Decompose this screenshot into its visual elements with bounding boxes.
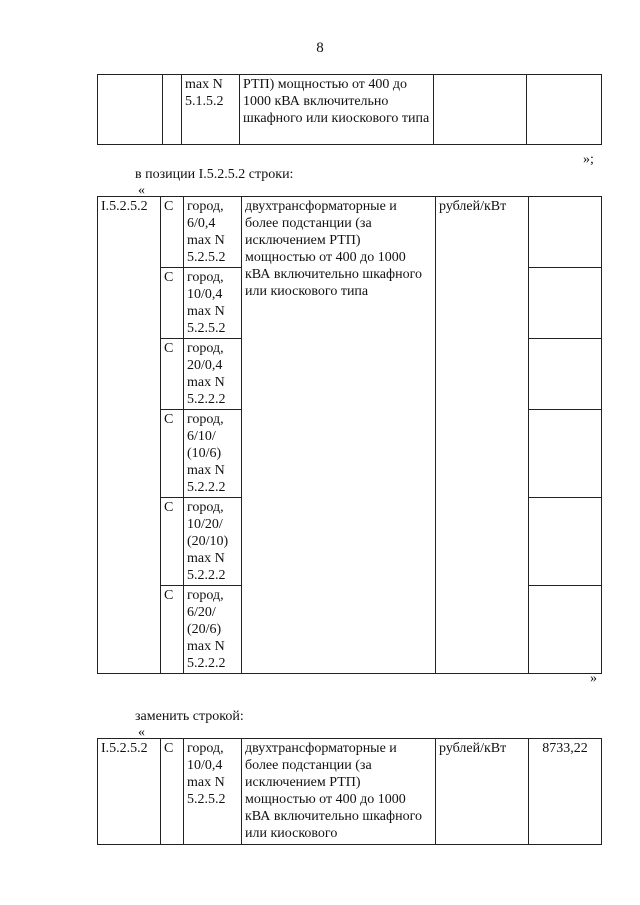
category-cell: С [161, 410, 184, 498]
value-cell [527, 75, 602, 145]
value-cell [529, 339, 602, 410]
closing-quote: » [590, 671, 597, 686]
category-cell: С [161, 586, 184, 674]
description-cell: РТП) мощностью от 400 до 1000 кВА включительно шкафного или киоскового типа [240, 75, 434, 145]
unit-cell: рублей/кВт [436, 739, 529, 845]
description-cell: двухтрансформаторные и более подстанции (за исключением РТП) мощностью от 400 до 1000 кВА включительно шкафного или киоскового [242, 739, 436, 845]
instruction-replace: заменить строкой: [135, 709, 244, 724]
table-top [97, 74, 602, 145]
type-cell: город, 10/20/ (20/10) max N 5.2.2.2 [184, 498, 242, 586]
value-cell [529, 268, 602, 339]
opening-quote: « [138, 725, 145, 740]
type-cell: город, 10/0,4 max N 5.2.5.2 [184, 739, 242, 845]
unit-cell [434, 75, 527, 145]
category-cell: С [161, 339, 184, 410]
category-cell: С [161, 739, 184, 845]
type-cell: город, 6/20/ (20/6) max N 5.2.2.2 [184, 586, 242, 674]
value-cell [529, 197, 602, 268]
value-cell [529, 498, 602, 586]
code-cell [98, 75, 163, 145]
table-position [97, 196, 602, 674]
type-cell: max N 5.1.5.2 [182, 75, 240, 145]
category-cell: С [161, 498, 184, 586]
value-cell: 8733,22 [529, 739, 602, 845]
code-cell: I.5.2.5.2 [98, 739, 161, 845]
description-cell: двухтрансформаторные и более подстанции (за исключением РТП) мощностью от 400 до 1000 кВА включительно шкафного или киоскового типа [242, 197, 436, 674]
category-cell: С [161, 197, 184, 268]
category-cell [163, 75, 182, 145]
closing-quote: »; [583, 152, 594, 167]
table-replacement [97, 738, 602, 845]
opening-quote: « [138, 183, 145, 198]
category-cell: С [161, 268, 184, 339]
instruction-position: в позиции I.5.2.5.2 строки: [135, 167, 294, 182]
type-cell: город, 6/0,4 max N 5.2.5.2 [184, 197, 242, 268]
table-row [98, 75, 602, 145]
value-cell [529, 586, 602, 674]
page-number: 8 [316, 40, 324, 56]
type-cell: город, 20/0,4 max N 5.2.2.2 [184, 339, 242, 410]
unit-cell: рублей/кВт [436, 197, 529, 674]
type-cell: город, 10/0,4 max N 5.2.5.2 [184, 268, 242, 339]
type-cell: город, 6/10/ (10/6) max N 5.2.2.2 [184, 410, 242, 498]
table-row [98, 197, 602, 268]
table-row [98, 739, 602, 845]
code-cell: I.5.2.5.2 [98, 197, 161, 674]
value-cell [529, 410, 602, 498]
